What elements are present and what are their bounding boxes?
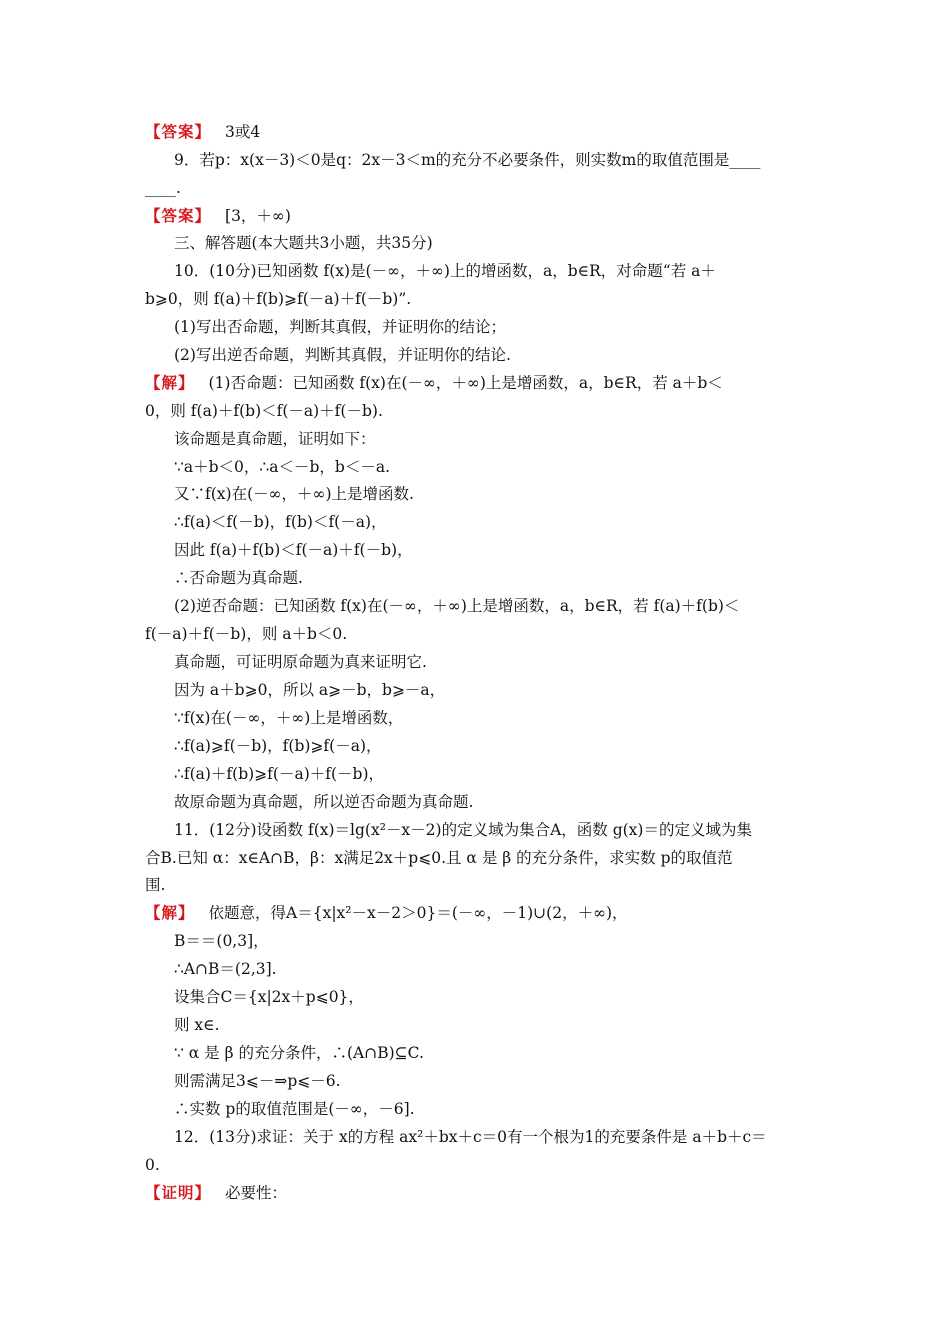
proof-text: 必要性：: [225, 1184, 288, 1202]
text-line: ∴f(a)＋f(b)⩾f(－a)＋f(－b)，: [174, 765, 384, 783]
text-line: 则 x∈.: [174, 1016, 220, 1034]
solution-line: [145, 900, 825, 926]
text-line: ∵f(x)在(－∞，＋∞)上是增函数，: [174, 709, 404, 727]
text-line: 则需满足3⩽－⇒p⩽－6.: [174, 1072, 341, 1090]
question-12-continued: 0.: [145, 1156, 160, 1174]
text-line: 因此 f(a)＋f(b)＜f(－a)＋f(－b)，: [174, 541, 413, 559]
question-10-part-1: (1)写出否命题，判断其真假，并证明你的结论；: [174, 318, 506, 336]
text-line: ∴否命题为真命题.: [174, 569, 303, 587]
text-line: ∴实数 p的取值范围是(－∞，－6].: [174, 1100, 415, 1118]
solution-tag: 【解】: [145, 373, 195, 392]
answer-text: 3或4: [225, 123, 261, 141]
text-line: 又∵f(x)在(－∞，＋∞)上是增函数.: [174, 485, 414, 503]
text-line: ∴A∩B＝(2,3].: [174, 960, 277, 978]
text-line: ∴f(a)⩾f(－b)，f(b)⩾f(－a)，: [174, 737, 382, 755]
text-line: f(－a)＋f(－b)，则 a＋b＜0.: [145, 625, 348, 643]
question-10-part-2: (2)写出逆否命题，判断其真假，并证明你的结论.: [174, 346, 511, 364]
proof-line: [145, 1180, 825, 1206]
text-line: ∵a＋b＜0，∴a＜－b，b＜－a.: [174, 458, 391, 476]
question-9-continued: ____.: [145, 179, 181, 197]
answer-line: [145, 119, 825, 145]
answer-tag: 【答案】: [145, 206, 212, 225]
solution-tag: 【解】: [145, 903, 195, 922]
solution-line: [145, 370, 825, 396]
text-line: ∵ α 是 β 的充分条件，∴(A∩B)⊆C.: [174, 1044, 424, 1062]
solution-text: (1)否命题：已知函数 f(x)在(－∞，＋∞)上是增函数，a，b∈R，若 a＋b＜: [208, 374, 723, 392]
text-line: ∴f(a)＜f(－b)，f(b)＜f(－a)，: [174, 513, 387, 531]
text-line: 真命题，可证明原命题为真来证明它.: [174, 653, 427, 671]
section-heading: 三、解答题(本大题共3小题，共35分): [174, 234, 433, 252]
proof-tag: 【证明】: [145, 1183, 212, 1202]
answer-text: [3，＋∞): [225, 207, 291, 225]
question-11-line: 11．(12分)设函数 f(x)＝lg(x²－x－2)的定义域为集合A，函数 g(x)＝的定义域为集: [174, 821, 752, 839]
question-11-continued: 围.: [145, 876, 166, 894]
question-10-continued: b⩾0，则 f(a)＋f(b)⩾f(－a)＋f(－b)”.: [145, 290, 412, 308]
text-line: B＝＝(0,3]，: [174, 932, 269, 950]
text-line: 该命题是真命题，证明如下：: [174, 430, 376, 448]
answer-line: [145, 203, 825, 229]
answer-tag: 【答案】: [145, 122, 212, 141]
question-11-continued: 合B.已知 α：x∈A∩B，β：x满足2x＋p⩽0.且 α 是 β 的充分条件，求实数 p的取值范: [145, 849, 733, 867]
text-line: (2)逆否命题：已知函数 f(x)在(－∞，＋∞)上是增函数，a，b∈R，若 f(a)＋f(b)＜: [174, 597, 740, 615]
question-12-line: 12．(13分)求证：关于 x的方程 ax²＋bx＋c＝0有一个根为1的充要条件是 a＋b＋c＝: [174, 1128, 767, 1146]
text-line: 故原命题为真命题，所以逆否命题为真命题.: [174, 793, 474, 811]
text-line: 0，则 f(a)＋f(b)＜f(－a)＋f(－b).: [145, 402, 383, 420]
text-line: 设集合C＝{x|2x＋p⩽0}，: [174, 988, 364, 1006]
text-line: 因为 a＋b⩾0，所以 a⩾－b，b⩾－a，: [174, 681, 446, 699]
solution-text: 依题意，得A＝{x|x²－x－2＞0}＝(－∞，－1)∪(2，＋∞)，: [208, 904, 628, 922]
question-10-line: 10．(10分)已知函数 f(x)是(－∞，＋∞)上的增函数，a，b∈R，对命题“若 a＋: [174, 262, 716, 280]
question-9-line: 9．若p：x(x－3)＜0是q：2x－3＜m的充分不必要条件，则实数m的取值范围是____: [174, 151, 761, 169]
